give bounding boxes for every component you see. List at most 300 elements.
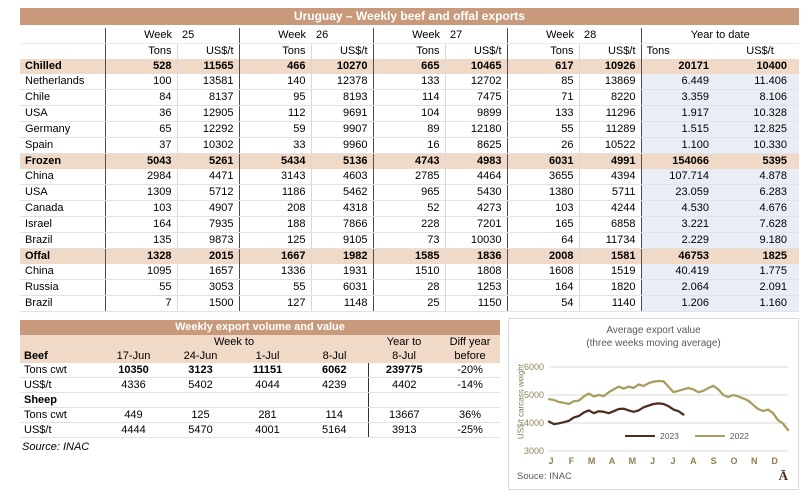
usd-value: 4603 [311,169,373,185]
units-header-row [20,44,799,60]
tons-value: 71 [507,90,579,106]
year-to-header: Year to [368,335,440,349]
diff-value: 36% [440,408,500,423]
usd-value: 1657 [177,264,239,280]
usd-value: 1931 [311,264,373,280]
tons-value: 26 [507,138,579,154]
usd-value: 1253 [445,280,507,296]
row-chile [20,90,799,106]
week-number: 26 [311,28,373,44]
value-cell: 4001 [234,423,301,438]
tons-header: Tons [105,44,177,60]
usd-value: 5462 [311,185,373,201]
row-us-t [20,423,500,438]
row-tons-cwt [20,408,500,423]
usd-value: 4907 [177,201,239,217]
usd-value: 1500 [177,296,239,312]
weekly-table-title: Weekly export volume and value [20,320,500,335]
usd-value: 5711 [579,185,641,201]
ytd-header: Year to date [641,28,799,44]
usd-value: 1982 [311,249,373,265]
row-label: USA [20,106,105,122]
row-brazil [20,296,799,312]
usd-value: 9691 [311,106,373,122]
usd-header: US$/t [311,44,373,60]
tons-value: 133 [373,74,445,90]
tons-value: 28 [373,280,445,296]
date-header: 8-Jul [301,349,368,363]
tons-value: 114 [373,90,445,106]
row-usa [20,185,799,201]
tons-value: 164 [105,217,177,233]
ytd-value: 3.359 [641,90,721,106]
tons-value: 52 [373,201,445,217]
usd-value: 12292 [177,122,239,138]
tons-value: 135 [105,233,177,249]
usd-value: 12378 [311,74,373,90]
week-label: Week [373,28,445,44]
usd-value: 5136 [311,154,373,170]
week-number: 25 [177,28,239,44]
ytd-value: 107.714 [641,169,721,185]
row-us-t [20,378,500,393]
row-label: Spain [20,138,105,154]
ytd-tons-header: Tons [641,44,721,60]
chart-title: Average export value [606,325,701,336]
usd-value: 8220 [579,90,641,106]
x-tick-label: A [608,456,616,466]
row-russia [20,280,799,296]
ytd-value: 6.283 [721,185,799,201]
usd-value: 11565 [177,59,239,74]
tons-value: 528 [105,59,177,74]
x-tick-label: M [587,456,596,466]
row-label: Brazil [20,233,105,249]
diff-value [440,393,500,408]
usd-value: 1820 [579,280,641,296]
tons-value: 55 [507,122,579,138]
usd-header: US$/t [579,44,641,60]
week-label: Week [105,28,177,44]
value-cell: 4444 [100,423,167,438]
diff-year-header: Diff year [440,335,500,349]
usd-value: 7475 [445,90,507,106]
usd-value: 1836 [445,249,507,265]
row-label: Chile [20,90,105,106]
usd-value: 10302 [177,138,239,154]
tons-value: 208 [239,201,311,217]
usd-value: 1519 [579,264,641,280]
usd-header: US$/t [445,44,507,60]
tons-value: 127 [239,296,311,312]
chart-subtitle: (three weeks moving average) [586,338,721,349]
ytd-value: 7.628 [721,217,799,233]
value-cell: 4402 [368,378,440,393]
row-label: USA [20,185,105,201]
usd-value: 7866 [311,217,373,233]
tons-value: 59 [239,122,311,138]
usd-value: 10030 [445,233,507,249]
row-label: Brazil [20,296,105,312]
tons-value: 1608 [507,264,579,280]
row-label: US$/t [20,423,100,438]
value-cell: 4336 [100,378,167,393]
ytd-value: 46753 [641,249,721,265]
usd-value: 4983 [445,154,507,170]
row-brazil [20,233,799,249]
tons-value: 7 [105,296,177,312]
tons-value: 55 [239,280,311,296]
usd-value: 1140 [579,296,641,312]
diff-value: -25% [440,423,500,438]
usd-value: 13869 [579,74,641,90]
week-header-row [20,28,799,44]
tons-value: 133 [507,106,579,122]
tons-value: 89 [373,122,445,138]
tons-value: 6031 [507,154,579,170]
tons-value: 1095 [105,264,177,280]
week-number: 27 [445,28,507,44]
ytd-value: 1.206 [641,296,721,312]
usd-value: 4471 [177,169,239,185]
x-tick-label: J [670,456,676,466]
ytd-value: 12.825 [721,122,799,138]
tons-value: 64 [507,233,579,249]
ytd-value: 4.676 [721,201,799,217]
tons-value: 25 [373,296,445,312]
tons-value: 100 [105,74,177,90]
beef-section-label: Beef [20,349,100,363]
value-cell [368,393,440,408]
value-cell: 5470 [167,423,234,438]
value-cell [100,393,167,408]
weekly-header-row-2 [20,349,500,363]
y-tick-label: 3000 [523,446,544,456]
row-label: Germany [20,122,105,138]
tons-value: 165 [507,217,579,233]
value-cell: 4239 [301,378,368,393]
exports-table-title: Uruguay – Weekly beef and offal exports [20,8,799,25]
usd-value: 8137 [177,90,239,106]
usd-value: 8625 [445,138,507,154]
tons-header: Tons [373,44,445,60]
date-header: 17-Jun [100,349,167,363]
ytd-value: 8.106 [721,90,799,106]
row-canada [20,201,799,217]
row-label: Tons cwt [20,408,100,423]
row-usa [20,106,799,122]
usd-value: 2015 [177,249,239,265]
tons-value: 37 [105,138,177,154]
usd-value: 4244 [579,201,641,217]
usd-value: 11289 [579,122,641,138]
tons-value: 84 [105,90,177,106]
x-tick-label: F [568,456,575,466]
usd-value: 8193 [311,90,373,106]
usd-value: 4464 [445,169,507,185]
row-label: Israel [20,217,105,233]
y-tick-label: 4000 [523,418,544,428]
weekly-table-source: Source: INAC [22,441,90,453]
value-cell: 10350 [100,363,167,378]
usd-value: 11296 [579,106,641,122]
row-label: Russia [20,280,105,296]
row-tons-cwt [20,363,500,378]
usd-value: 4273 [445,201,507,217]
y-tick-label: 5000 [523,390,544,400]
row-label: Netherlands [20,74,105,90]
usd-value: 7935 [177,217,239,233]
usd-value: 4991 [579,154,641,170]
ytd-value: 4.530 [641,201,721,217]
ytd-value: 2.091 [721,280,799,296]
tons-value: 140 [239,74,311,90]
tons-value: 1309 [105,185,177,201]
ytd-value: 154066 [641,154,721,170]
week-label: Week [239,28,311,44]
tons-value: 95 [239,90,311,106]
tons-value: 1667 [239,249,311,265]
row-china [20,169,799,185]
tons-value: 1186 [239,185,311,201]
weekly-table [20,335,500,438]
tons-value: 33 [239,138,311,154]
x-tick-label: N [751,456,758,466]
usd-value: 9960 [311,138,373,154]
row-frozen [20,154,799,170]
row-label: Canada [20,201,105,217]
corner-cell [20,28,105,44]
tons-value: 125 [239,233,311,249]
row-label: Chilled [20,59,105,74]
tons-value: 85 [507,74,579,90]
usd-value: 10465 [445,59,507,74]
date-header: 8-Jul [368,349,440,363]
ytd-value: 1.160 [721,296,799,312]
tons-value: 228 [373,217,445,233]
tons-value: 617 [507,59,579,74]
usd-value: 3053 [177,280,239,296]
tons-value: 3143 [239,169,311,185]
chart-legend [625,431,749,441]
tons-header: Tons [507,44,579,60]
weekly-header-row-1 [20,335,500,349]
value-cell: 13667 [368,408,440,423]
tons-value: 5434 [239,154,311,170]
diff-value: -20% [440,363,500,378]
row-chilled [20,59,799,74]
x-tick-label: J [548,456,554,466]
value-cell: 449 [100,408,167,423]
legend-item-2022 [695,431,749,441]
tons-value: 1328 [105,249,177,265]
value-cell: 3913 [368,423,440,438]
corner-cell [20,335,100,349]
row-label: China [20,264,105,280]
ytd-value: 1825 [721,249,799,265]
row-germany [20,122,799,138]
date-header: 24-Jun [167,349,234,363]
ytd-value: 1.515 [641,122,721,138]
tons-value: 1336 [239,264,311,280]
value-cell [301,393,368,408]
tons-value: 16 [373,138,445,154]
value-cell: 5402 [167,378,234,393]
x-tick-label: J [650,456,656,466]
x-tick-label: S [710,456,717,466]
usd-value: 1808 [445,264,507,280]
legend-line-2022 [695,435,725,438]
ytd-value: 1.917 [641,106,721,122]
tons-value: 3655 [507,169,579,185]
row-israel [20,217,799,233]
value-cell [234,393,301,408]
value-cell: 3123 [167,363,234,378]
legend-label-2023: 2023 [660,431,679,441]
legend-item-2023 [625,431,679,441]
week-label: Week [507,28,579,44]
row-label: Tons cwt [20,363,100,378]
tons-value: 55 [105,280,177,296]
usd-value: 1150 [445,296,507,312]
usd-value: 5712 [177,185,239,201]
ytd-value: 4.878 [721,169,799,185]
usd-value: 9873 [177,233,239,249]
usd-value: 5261 [177,154,239,170]
tons-value: 4743 [373,154,445,170]
row-netherlands [20,74,799,90]
tons-value: 965 [373,185,445,201]
ytd-value: 9.180 [721,233,799,249]
usd-value: 1148 [311,296,373,312]
ytd-value: 3.221 [641,217,721,233]
ytd-value: 23.059 [641,185,721,201]
x-tick-label: D [771,456,778,466]
publisher-logo: Ā [778,468,788,483]
week-to-header: Week to [100,335,368,349]
series-line-2023 [549,403,683,424]
usd-value: 1581 [579,249,641,265]
usd-value: 9899 [445,106,507,122]
usd-value: 6031 [311,280,373,296]
usd-value: 10522 [579,138,641,154]
tons-value: 65 [105,122,177,138]
usd-value: 9907 [311,122,373,138]
chart-y-axis-label: US$/t carcass weight [516,363,526,440]
exports-table [20,28,799,312]
ytd-value: 5395 [721,154,799,170]
x-tick-label: O [730,456,738,466]
x-tick-label: M [628,456,637,466]
tons-value: 1585 [373,249,445,265]
tons-value: 103 [507,201,579,217]
ytd-usd-header: US$/t [721,44,799,60]
value-cell: 11151 [234,363,301,378]
value-cell [167,393,234,408]
ytd-value: 20171 [641,59,721,74]
usd-value: 4318 [311,201,373,217]
ytd-value: 1.775 [721,264,799,280]
ytd-value: 1.100 [641,138,721,154]
value-cell: 239775 [368,363,440,378]
usd-value: 13581 [177,74,239,90]
row-label: US$/t [20,378,100,393]
export-value-chart [508,318,799,490]
usd-header: US$/t [177,44,239,60]
value-cell: 125 [167,408,234,423]
tons-value: 164 [507,280,579,296]
diff-value: -14% [440,378,500,393]
tons-value: 104 [373,106,445,122]
usd-value: 10270 [311,59,373,74]
usd-value: 6858 [579,217,641,233]
tons-value: 54 [507,296,579,312]
usd-value: 4394 [579,169,641,185]
value-cell: 4044 [234,378,301,393]
usd-value: 11734 [579,233,641,249]
date-header: before [440,349,500,363]
row-sheep [20,393,500,408]
tons-value: 112 [239,106,311,122]
row-label: Sheep [20,393,100,408]
usd-value: 7201 [445,217,507,233]
tons-header: Tons [239,44,311,60]
row-label: Offal [20,249,105,265]
legend-label-2022: 2022 [729,431,749,441]
tons-value: 36 [105,106,177,122]
value-cell: 281 [234,408,301,423]
exports-table-block [20,8,799,312]
row-label: China [20,169,105,185]
usd-value: 12905 [177,106,239,122]
ytd-value: 2.064 [641,280,721,296]
y-tick-label: 6000 [523,362,544,372]
usd-value: 5430 [445,185,507,201]
tons-value: 2008 [507,249,579,265]
ytd-value: 40.419 [641,264,721,280]
usd-value: 10926 [579,59,641,74]
tons-value: 5043 [105,154,177,170]
tons-value: 1510 [373,264,445,280]
value-cell: 6062 [301,363,368,378]
weekly-table-block [20,320,500,453]
usd-value: 9105 [311,233,373,249]
tons-value: 665 [373,59,445,74]
ytd-value: 10.328 [721,106,799,122]
ytd-value: 10400 [721,59,799,74]
value-cell: 114 [301,408,368,423]
tons-value: 188 [239,217,311,233]
usd-value: 12702 [445,74,507,90]
tons-value: 1380 [507,185,579,201]
ytd-value: 2.229 [641,233,721,249]
x-tick-label: A [690,456,697,466]
value-cell: 5164 [301,423,368,438]
chart-source: Souce: INAC [517,471,572,482]
usd-value: 12180 [445,122,507,138]
tons-value: 103 [105,201,177,217]
tons-value: 2984 [105,169,177,185]
row-label: Frozen [20,154,105,170]
legend-line-2023 [625,435,655,438]
row-china [20,264,799,280]
ytd-value: 10.330 [721,138,799,154]
corner-cell [20,44,105,60]
week-number: 28 [579,28,641,44]
date-header: 1-Jul [234,349,301,363]
tons-value: 466 [239,59,311,74]
tons-value: 2785 [373,169,445,185]
